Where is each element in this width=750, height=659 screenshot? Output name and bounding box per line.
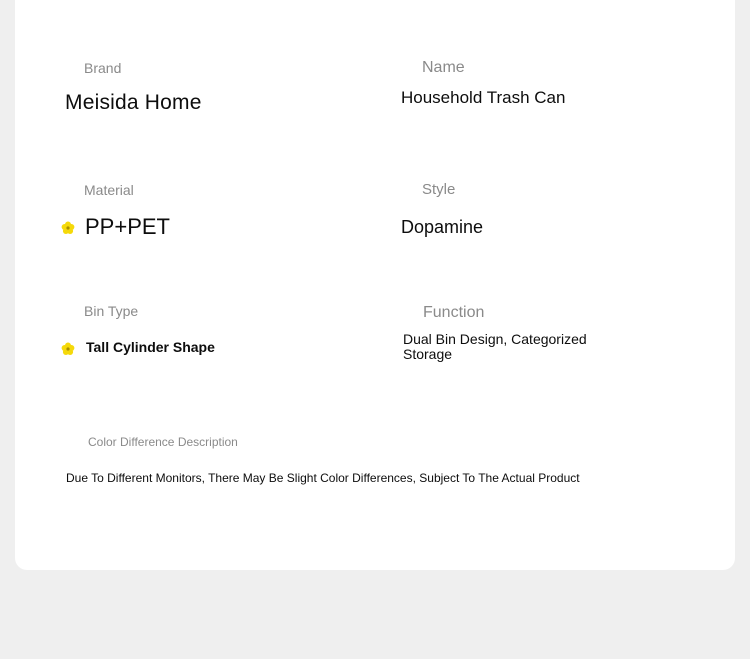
spec-card bbox=[15, 0, 735, 570]
color-difference-value: Due To Different Monitors, There May Be Slight Color Differences, Subject To The Actual Product bbox=[66, 471, 580, 485]
function-value: Dual Bin Design, Categorized Storage bbox=[403, 331, 587, 362]
function-label: Function bbox=[423, 304, 485, 321]
style-label: Style bbox=[422, 181, 456, 198]
material-value: PP+PET bbox=[85, 214, 170, 239]
brand-label: Brand bbox=[84, 60, 122, 76]
bin-type-label: Bin Type bbox=[84, 303, 139, 319]
brand-value: Meisida Home bbox=[65, 91, 202, 114]
bin-type-value: Tall Cylinder Shape bbox=[86, 339, 215, 355]
name-label: Name bbox=[422, 59, 465, 76]
color-difference-label: Color Difference Description bbox=[88, 435, 238, 449]
flower-icon bbox=[61, 342, 75, 356]
name-value: Household Trash Can bbox=[401, 88, 566, 107]
material-label: Material bbox=[84, 182, 134, 198]
flower-icon bbox=[61, 221, 75, 235]
style-value: Dopamine bbox=[401, 217, 484, 237]
